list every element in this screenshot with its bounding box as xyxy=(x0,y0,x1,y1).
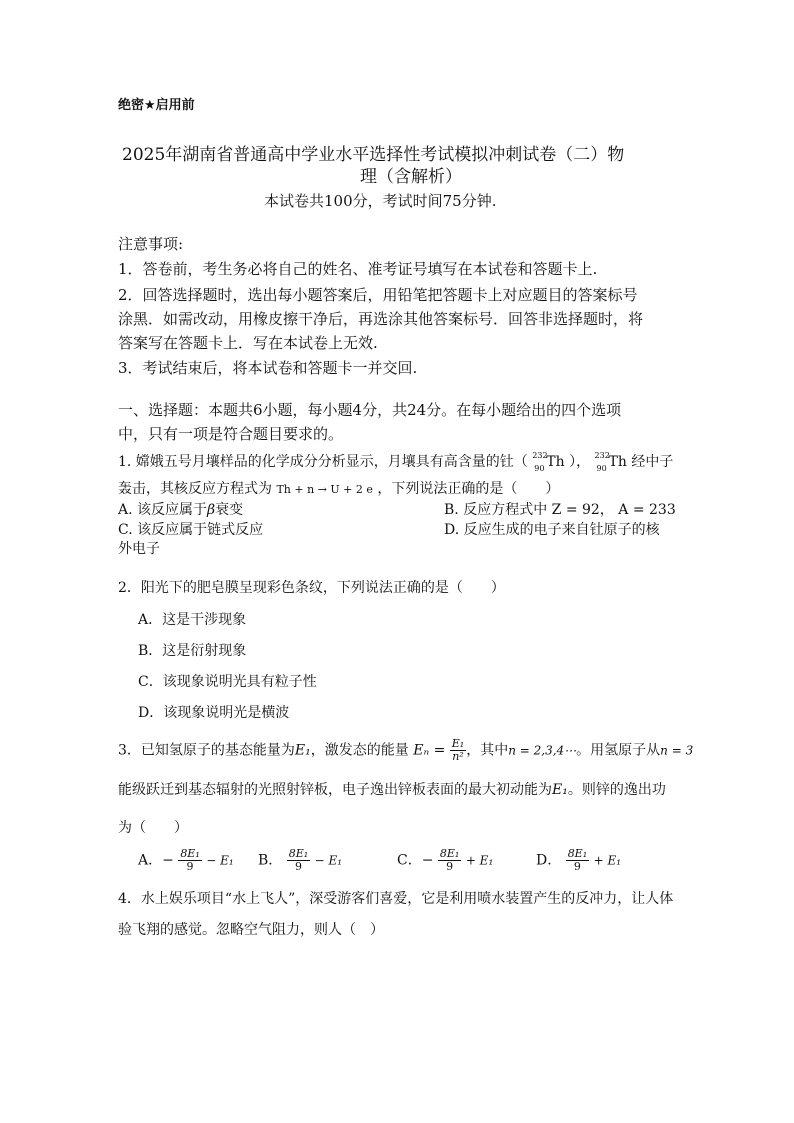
q3-option-a-num: 8E₁ xyxy=(180,847,200,860)
q1-text-a: 1. 嫦娥五号月壤样品的化学成分分析显示，月壤具有高含量的钍（ xyxy=(118,454,528,470)
q1-option-c: C. 该反应属于链式反应 xyxy=(118,522,264,538)
notice-item-2-cont: 涂黑．如需改动，用橡皮擦干净后，再选涂其他答案标号．回答非选择题时，将 xyxy=(118,310,644,328)
q3-option-b-tail: − E₁ xyxy=(314,853,343,868)
q3-option-b-num: 8E₁ xyxy=(288,847,309,860)
q3-text-a: 3．已知氢原子的基态能量为 xyxy=(118,742,295,759)
th-symbol-2: Th xyxy=(608,454,627,470)
q3-option-c xyxy=(397,848,493,873)
n-values: n = 2,3,4⋯ xyxy=(508,743,577,758)
q3-option-c-fraction xyxy=(438,848,461,873)
q3-option-d xyxy=(536,848,621,873)
th-symbol: Th xyxy=(546,454,565,470)
notice-item-3: 3．考试结束后，将本试卷和答题卡一并交回. xyxy=(118,359,418,377)
q3-option-a-fraction xyxy=(178,848,201,873)
q3-text-c: ，其中 xyxy=(466,742,509,759)
notice-item-2: 2．回答选择题时，选出每小题答案后，用铅笔把答题卡上对应题目的答案标号 xyxy=(118,286,638,304)
notice-item-1: 1．答卷前，考生务必将自己的姓名、准考证号填写在本试卷和答题卡上. xyxy=(118,260,598,278)
q3-option-c-den: 9 xyxy=(446,860,454,873)
q3-text-f: 。则锌的逸出功 xyxy=(567,782,666,798)
exam-subtitle: 本试卷共100分，考试时间75分钟. xyxy=(264,192,497,210)
q1-option-a-end: 衰变 xyxy=(215,502,244,518)
q3-option-c-sign: − xyxy=(421,852,434,869)
q3-option-b-label: B． xyxy=(258,852,283,869)
notice-item-2-cont2: 答案写在答题卡上．写在本试卷上无效. xyxy=(118,334,378,352)
q3-option-d-num: 8E₁ xyxy=(567,847,588,860)
e1-symbol: E₁ xyxy=(294,742,311,759)
q3-option-b-fraction xyxy=(287,848,310,873)
q3-option-a-label: A． xyxy=(138,852,163,869)
section1-line2: 中，只有一项是符合题目要求的。 xyxy=(118,425,344,443)
q1-option-d: D. 反应生成的电子来自钍原子的核 xyxy=(444,522,660,538)
energy-fraction xyxy=(450,738,466,763)
notice-heading: 注意事项: xyxy=(118,235,184,253)
q3-option-a-sign: − xyxy=(162,852,174,869)
secret-label: 绝密★启用前 xyxy=(118,98,195,113)
q3-option-a-den: 9 xyxy=(186,860,194,873)
q1-text-c: 经中子 xyxy=(631,454,674,470)
q3-option-d-tail: + E₁ xyxy=(593,853,622,868)
exam-title-line2: 理（含解析） xyxy=(360,167,462,187)
q3-option-a-tail: − E₁ xyxy=(206,853,234,868)
en-symbol: Eₙ = xyxy=(413,742,446,759)
q3-option-c-num: 8E₁ xyxy=(439,847,460,860)
q3-option-a xyxy=(138,848,234,873)
q3-line3: 为（ ） xyxy=(118,820,188,836)
q3-text-b: ，激发态的能量 xyxy=(310,742,409,759)
n3-value: n = 3 xyxy=(660,743,694,758)
q1-option-b: B. 反应方程式中 Z = 92， A = 233 xyxy=(444,502,676,518)
q3-text-e: 能级跃迁到基态辐射的光照射锌板，电子逸出锌板表面的最大初动能为 xyxy=(118,782,552,798)
q1-option-a-text: A. 该反应属于 xyxy=(118,502,208,518)
q2-stem: 2．阳光下的肥皂膜呈现彩色条纹，下列说法正确的是（ ） xyxy=(118,580,505,596)
reaction-equation: Th + n → U + 2 e xyxy=(276,483,373,496)
q3-option-d-fraction xyxy=(566,848,589,873)
q1-text-e: ，下列说法正确的是（ ） xyxy=(377,481,560,497)
th-mass-number: 232 xyxy=(532,451,548,460)
thorium-nuclide-2 xyxy=(594,451,627,473)
q3-line1 xyxy=(118,738,693,763)
q1-option-a xyxy=(118,500,243,520)
q3-option-d-label: D． xyxy=(536,852,562,869)
beta-symbol: β xyxy=(207,502,216,518)
q1-text-b: ）， xyxy=(569,454,591,470)
q2-option-a: A．这是干涉现象 xyxy=(138,612,247,628)
q1-text-d: 轰击，其核反应方程式为 xyxy=(118,481,272,497)
q3-option-c-label: C． xyxy=(397,852,422,869)
q3-option-b-den: 9 xyxy=(294,860,302,873)
q1-option-d-cont: 外电子 xyxy=(118,541,160,557)
q1-line2 xyxy=(118,479,559,500)
th-mass-number-2: 232 xyxy=(594,451,610,460)
ek-symbol: E₁ xyxy=(552,782,568,798)
q1-line1 xyxy=(118,452,673,472)
q3-option-d-den: 9 xyxy=(573,860,581,873)
q3-option-b xyxy=(258,848,342,873)
th-atomic-number-2: 90 xyxy=(596,464,607,473)
section1-line1: 一、选择题：本题共6小题，每小题4分，共24分。在每小题给出的四个选项 xyxy=(118,401,622,419)
q4-line2: 验飞翔的感觉。忽略空气阻力，则人（ ） xyxy=(118,922,384,938)
q2-option-c: C．该现象说明光具有粒子性 xyxy=(138,674,317,690)
q2-option-d: D．该现象说明光是横波 xyxy=(138,705,290,721)
th-atomic-number: 90 xyxy=(534,464,545,473)
fraction-denominator: n² xyxy=(452,750,464,763)
thorium-nuclide xyxy=(532,451,565,473)
q4-line1: 4．水上娱乐项目“水上飞人”，深受游客们喜爱，它是利用喷水装置产生的反冲力，让人体 xyxy=(118,891,674,907)
q3-text-d: 。用氢原子从 xyxy=(576,742,661,759)
q3-option-c-tail: + E₁ xyxy=(465,853,494,868)
q2-option-b: B．这是衍射现象 xyxy=(138,643,247,659)
q3-line2 xyxy=(118,780,666,800)
fraction-numerator: E₁ xyxy=(451,737,465,750)
exam-title-line1: 2025年湖南省普通高中学业水平选择性考试模拟冲刺试卷（二）物 xyxy=(122,145,625,165)
